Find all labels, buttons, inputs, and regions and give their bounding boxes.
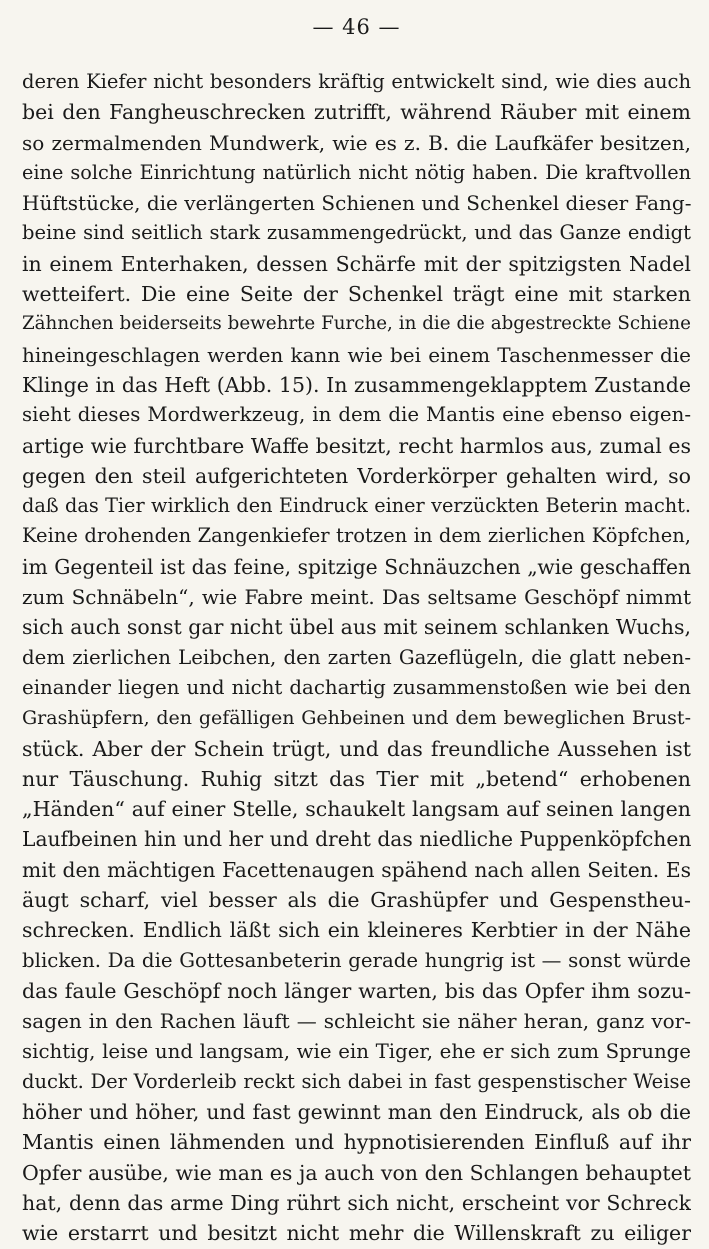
text-line: Mantis einen lähmenden und hypnotisierenden Einfluß auf ihr [22, 1130, 691, 1155]
text-line: Laufbeinen hin und her und dreht das niedliche Puppenköpfchen [22, 827, 691, 852]
text-line: hineingeschlagen werden kann wie bei einem Taschenmesser die [22, 342, 691, 367]
text-line: blicken. Da die Gottesanbeterin gerade hungrig ist — sonst würde [22, 948, 691, 972]
page-number: — 46 — [312, 15, 401, 39]
text-line: wetteifert. Die eine Seite der Schenkel trägt eine mit starken [22, 282, 691, 307]
text-line: sagen in den Rachen läuft — schleicht sie näher heran, ganz vor- [22, 1009, 691, 1034]
text-line: Keine drohenden Zangenkiefer trotzen in dem zierlichen Köpfchen, [22, 524, 691, 548]
text-line: beine sind seitlich stark zusammengedrückt, und das Ganze endigt [22, 221, 691, 245]
text-line: nur Täuschung. Ruhig sitzt das Tier mit „betend“ erhobenen [22, 766, 691, 791]
text-line: äugt scharf, viel besser als die Grashüpfer und Gespenstheu- [22, 888, 691, 913]
text-line: hat, denn das arme Ding rührt sich nicht, erscheint vor Schreck [22, 1190, 691, 1215]
text-line: „Händen“ auf einer Stelle, schaukelt langsam auf seinen langen [22, 797, 691, 822]
text-line: einander liegen und nicht dachartig zusammenstoßen wie bei den [22, 675, 691, 699]
text-line: dem zierlichen Leibchen, den zarten Gazeflügeln, die glatt neben- [22, 645, 691, 669]
text-line: daß das Tier wirklich den Eindruck einer verzückten Beterin macht. [22, 494, 691, 518]
text-line: stück. Aber der Schein trügt, und das freundliche Aussehen ist [22, 736, 691, 761]
text-line: wie erstarrt und besitzt nicht mehr die Willenskraft zu eiliger [22, 1221, 691, 1246]
text-line: höher und höher, und fast gewinnt man den Eindruck, als ob die [22, 1100, 691, 1125]
text-line: Klinge in das Heft (Abb. 15). In zusammengeklapptem Zustande [22, 372, 691, 397]
text-line: Opfer ausübe, wie man es ja auch von den Schlangen behauptet [22, 1160, 691, 1185]
text-line: so zermalmenden Mundwerk, wie es z. B. die Laufkäfer besitzen, [22, 130, 691, 155]
text-line: bei den Fangheuschrecken zutrifft, während Räuber mit einem [22, 100, 691, 125]
text-line: Hüftstücke, die verlängerten Schienen und Schenkel dieser Fang- [22, 191, 691, 216]
text-line: Grashüpfern, den gefälligen Gehbeinen und dem beweglichen Brust- [22, 707, 691, 730]
text-line: Zähnchen beiderseits bewehrte Furche, in die die abgestreckte Schiene [22, 313, 691, 335]
text-line: in einem Enterhaken, dessen Schärfe mit der spitzigsten Nadel [22, 251, 691, 276]
text-line: artige wie furchtbare Waffe besitzt, recht harmlos aus, zumal es [22, 433, 691, 458]
text-line: das faule Geschöpf noch länger warten, bis das Opfer ihm sozu- [22, 978, 691, 1003]
body-text [22, 67, 691, 1249]
text-line: schrecken. Endlich läßt sich ein kleineres Kerbtier in der Nähe [22, 918, 691, 943]
text-line: sichtig, leise und langsam, wie ein Tiger, ehe er sich zum Sprunge [22, 1039, 691, 1063]
text-line: im Gegenteil ist das feine, spitzige Schnäuzchen „wie geschaffen [22, 554, 691, 579]
text-line: mit den mächtigen Facettenaugen spähend nach allen Seiten. Es [22, 857, 691, 882]
text-line: sich auch sonst gar nicht übel aus mit seinem schlanken Wuchs, [22, 615, 691, 640]
text-line: gegen den steil aufgerichteten Vorderkörper gehalten wird, so [22, 463, 691, 488]
text-line: deren Kiefer nicht besonders kräftig entwickelt sind, wie dies auch [22, 70, 691, 93]
text-line: duckt. Der Vorderleib reckt sich dabei in fast gespenstischer Weise [22, 1069, 691, 1093]
text-line: sieht dieses Mordwerkzeug, in dem die Mantis eine ebenso eigen- [22, 403, 691, 427]
text-line: eine solche Einrichtung natürlich nicht nötig haben. Die kraftvollen [22, 160, 691, 184]
text-line: zum Schnäbeln“, wie Fabre meint. Das seltsame Geschöpf nimmt [22, 585, 691, 610]
